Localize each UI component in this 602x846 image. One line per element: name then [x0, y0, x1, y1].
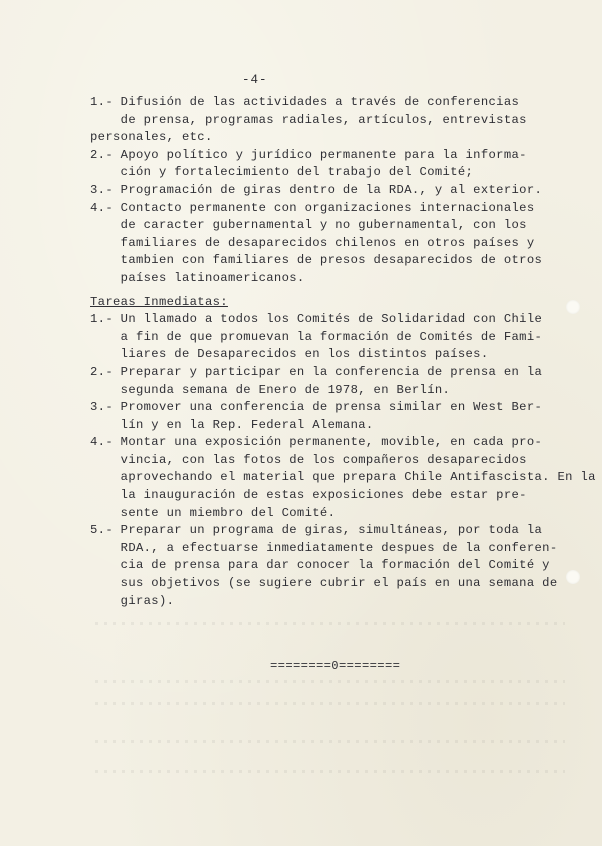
bleed-through-mark	[95, 622, 565, 625]
text-line: tambien con familiares de presos desaparecidos de otros	[90, 253, 543, 268]
text-line: liares de Desaparecidos en los distintos países.	[90, 347, 489, 362]
section-heading: Tareas Inmediatas:	[90, 294, 228, 309]
text-line: vincia, con las fotos de los compañeros desaparecidos	[90, 452, 527, 467]
text-line: de caracter gubernamental y no gubernamental, con los	[90, 218, 527, 233]
text-line: lín y en la Rep. Federal Alemana.	[90, 417, 374, 432]
text-line: 3.- Promover una conferencia de prensa similar en West Ber-	[90, 400, 543, 415]
text-line: ción y fortalecimiento del trabajo del Comité;	[90, 165, 474, 180]
text-line: sus objetivos (se sugiere cubrir el país en una semana de	[90, 576, 558, 591]
text-line: cia de prensa para dar conocer la formación del Comité y	[90, 558, 550, 573]
text-line: la inauguración de estas exposiciones debe estar pre-	[90, 488, 527, 503]
text-line: países latinoamericanos.	[90, 270, 305, 285]
page-number: -4-	[242, 73, 268, 87]
text-line: aprovechando el material que prepara Chile Antifascista. En la	[90, 470, 596, 485]
text-line: sente un miembro del Comité.	[90, 505, 336, 520]
text-line: 1.- Difusión de las actividades a través de conferencias	[90, 95, 520, 109]
text-line: de prensa, programas radiales, artículos, entrevistas	[90, 112, 527, 127]
text-line: 2.- Preparar y participar en la conferencia de prensa en la	[90, 364, 543, 379]
text-line: 4.- Contacto permanente con organizaciones internacionales	[90, 200, 535, 215]
text-line: 5.- Preparar un programa de giras, simultáneas, por toda la	[90, 523, 543, 538]
text-line: giras).	[90, 593, 175, 608]
text-line: 1.- Un llamado a todos los Comités de Solidaridad con Chile	[90, 312, 543, 327]
body-text	[90, 94, 596, 610]
text-line: RDA., a efectuarse inmediatamente despues de la conferen-	[90, 540, 558, 555]
text-line: personales, etc.	[90, 130, 213, 145]
bleed-through-mark	[95, 740, 565, 743]
bleed-through-mark	[95, 702, 565, 705]
text-line: 3.- Programación de giras dentro de la RDA., y al exterior.	[90, 182, 543, 197]
bleed-through-mark	[95, 770, 565, 773]
bleed-through-mark	[95, 680, 565, 683]
text-line: 4.- Montar una exposición permanente, movible, en cada pro-	[90, 435, 543, 450]
text-line: 2.- Apoyo político y jurídico permanente para la informa-	[90, 147, 527, 162]
section-separator: ========0========	[270, 659, 401, 673]
text-line: segunda semana de Enero de 1978, en Berlín.	[90, 382, 451, 397]
text-line: a fin de que promuevan la formación de Comités de Fami-	[90, 329, 543, 344]
text-line: familiares de desaparecidos chilenos en otros países y	[90, 235, 535, 250]
